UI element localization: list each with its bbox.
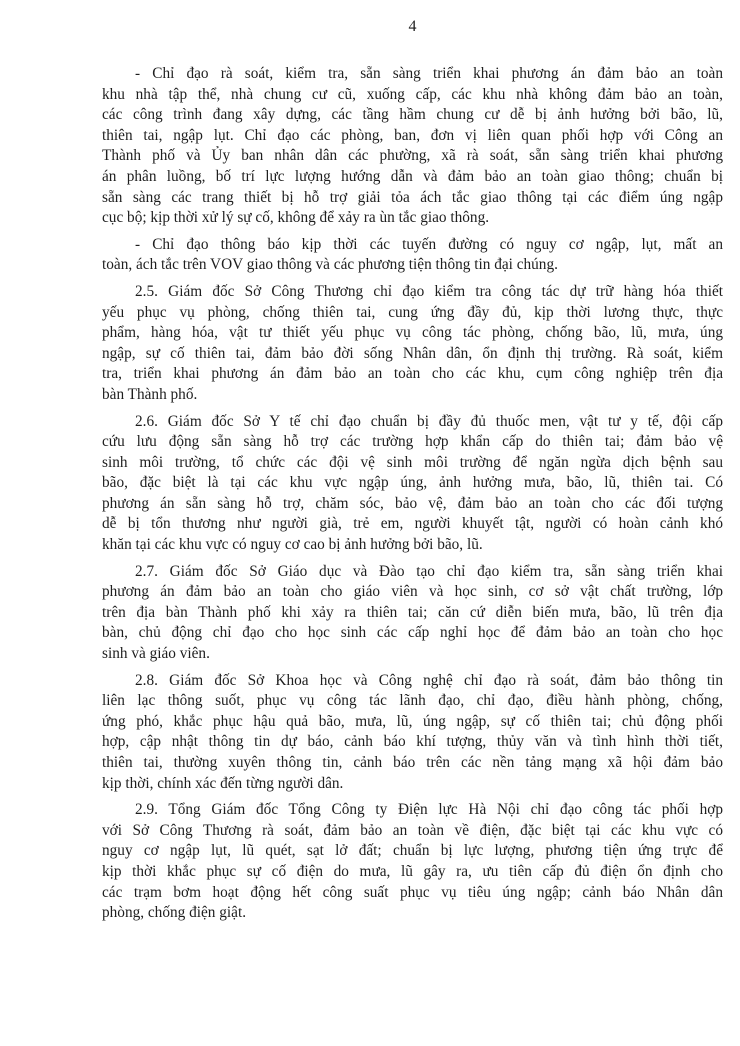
paragraph-line: sinh môi trường, tổ chức các đội vệ sinh môi trường để ngăn ngừa dịch bệnh sau — [102, 453, 723, 471]
paragraph-line: bàn, chủ động chỉ đạo cho học sinh các cấp nghỉ học để đảm bảo an toàn cho học — [102, 624, 723, 642]
page-number: 4 — [408, 18, 417, 35]
paragraph-line: kịp thời khắc phục sự cố điện do mưa, lũ gây ra, ưu tiên cấp đủ điện ổn định cho — [102, 862, 723, 880]
paragraph-line: yếu phục vụ phòng, chống thiên tai, cung ứng đầy đủ, kịp thời lương thực, thực — [102, 303, 723, 321]
paragraph-section-2-9-dien-luc-ha-noi — [102, 800, 723, 924]
paragraph-line: Thành phố và Ủy ban nhân dân các phường, xã rà soát, sẵn sàng triển khai phương — [102, 147, 723, 165]
paragraph-line: thiên tai, ngập lụt. Chỉ đạo các phòng, ban, đơn vị liên quan phối hợp với Công an — [102, 126, 723, 144]
paragraph-line: thiên tai, thường xuyên thông tin, cảnh báo trên các nền tảng mạng xã hội đảm bảo — [102, 754, 723, 771]
paragraph-line: các công trình đang xây dựng, các tầng hầm chung cư dễ bị ảnh hưởng bởi bão, lũ, — [102, 106, 723, 124]
paragraph-line: phòng, chống điện giật. — [102, 904, 247, 922]
paragraph-line: cứu lưu động sẵn sàng hỗ trợ các trường hợp khẩn cấp do thiên tai; đảm bảo vệ — [102, 433, 723, 451]
paragraph-line: 2.7. Giám đốc Sở Giáo dục và Đào tạo chỉ đạo kiểm tra, sẵn sàng triển khai — [135, 562, 723, 580]
paragraph-line: - Chỉ đạo thông báo kịp thời các tuyến đường có nguy cơ ngập, lụt, mất an — [135, 235, 723, 253]
paragraph-line: toàn, ách tắc trên VOV giao thông và các phương tiện thông tin đại chúng. — [102, 256, 558, 274]
paragraph-line: sinh và giáo viên. — [102, 645, 210, 663]
document-body — [102, 64, 723, 930]
paragraph-line: nguy cơ ngập lụt, lũ quét, sạt lở đất; chuẩn bị lực lượng, phương tiện ứng trực để — [102, 842, 723, 860]
paragraph-line: án phân luồng, bố trí lực lượng hướng dẫn và đảm bảo an toàn giao thông; chuẩn bị — [102, 167, 723, 185]
paragraph-line: các trạm bơm hoạt động hết công suất phục vụ tiêu úng ngập; cảnh báo Nhân dân — [102, 883, 723, 901]
paragraph-line: hợp, cập nhật thông tin dự báo, cảnh báo khí tượng, thủy văn và tình hình thời tiết, — [102, 733, 723, 751]
paragraph-section-2-8-so-khoa-hoc — [102, 671, 723, 795]
paragraph-line: sẵn sàng các trang thiết bị hỗ trợ giải tỏa ách tắc giao thông tại các điểm úng ngập — [102, 188, 723, 206]
paragraph-line: khăn tại các khu vực có nguy cơ cao bị ảnh hưởng bởi bão, lũ. — [102, 536, 483, 554]
paragraph-line: với Sở Công Thương rà soát, đảm bảo an toàn về điện, đặc biệt tại các khu vực có — [102, 821, 723, 839]
paragraph-line: - Chỉ đạo rà soát, kiểm tra, sẵn sàng triển khai phương án đảm bảo an toàn — [135, 65, 723, 82]
paragraph-line: khu nhà tập thể, nhà chung cư cũ, xuống cấp, các khu nhà không đảm bảo an toàn, — [102, 85, 723, 103]
paragraph-line: tra, triển khai phương án đảm bảo an toàn cho các khu, cụm công nghiệp trên địa — [102, 365, 723, 383]
paragraph-line: 2.8. Giám đốc Sở Khoa học và Công nghệ chỉ đạo rà soát, đảm bảo thông tin — [135, 671, 723, 689]
paragraph-dash-item-traffic-safety — [102, 64, 723, 229]
paragraph-section-2-6-so-y-te — [102, 412, 723, 556]
paragraph-section-2-7-so-giao-duc — [102, 562, 723, 665]
paragraph-line: bàn Thành phố. — [102, 385, 198, 403]
paragraph-line: trên địa bàn Thành phố khi xảy ra thiên tai; căn cứ diễn biến mưa, bão, lũ trên địa — [102, 603, 723, 621]
paragraph-line: bão, đặc biệt là tại các khu vực ngập úng, ảnh hưởng mưa, bão, lũ, thiên tai. Có — [102, 474, 723, 492]
paragraph-line: 2.5. Giám đốc Sở Công Thương chỉ đạo kiểm tra công tác dự trữ hàng hóa thiết — [135, 282, 723, 300]
paragraph-line: phương án đảm bảo an toàn cho giáo viên và học sinh, cơ sở vật chất trường, lớp — [102, 583, 723, 601]
paragraph-line: 2.9. Tổng Giám đốc Tổng Công ty Điện lực Hà Nội chỉ đạo công tác phối hợp — [135, 801, 723, 819]
paragraph-line: phương án sẵn sàng hỗ trợ, chăm sóc, bảo vệ, đảm bảo an toàn cho các đối tượng — [102, 494, 723, 512]
paragraph-dash-item-road-warning — [102, 235, 723, 276]
paragraph-line: dễ bị tổn thương như người già, trẻ em, người khuyết tật, người có hoàn cảnh khó — [102, 515, 723, 533]
paragraph-line: cục bộ; kịp thời xử lý sự cố, không để xảy ra ùn tắc giao thông. — [102, 209, 490, 227]
paragraph-line: liên lạc thông suốt, phục vụ công tác lãnh đạo, chỉ đạo, điều hành phòng, chống, — [102, 692, 723, 710]
paragraph-line: ngập, sự cố thiên tai, đảm bảo đời sống Nhân dân, ổn định thị trường. Rà soát, kiểm — [102, 344, 723, 362]
paragraph-line: kịp thời, chính xác đến từng người dân. — [102, 774, 344, 792]
paragraph-line: phẩm, hàng hóa, vật tư thiết yếu phục vụ công tác phòng, chống bão, lũ, mưa, úng — [102, 324, 723, 342]
paragraph-line: 2.6. Giám đốc Sở Y tế chỉ đạo chuẩn bị đầy đủ thuốc men, vật tư y tế, đội cấp — [135, 412, 723, 430]
paragraph-line: ứng phó, khắc phục hậu quả bão, mưa, lũ, úng ngập, sự cố thiên tai; chủ động phối — [102, 712, 723, 730]
paragraph-section-2-5-so-cong-thuong — [102, 282, 723, 406]
